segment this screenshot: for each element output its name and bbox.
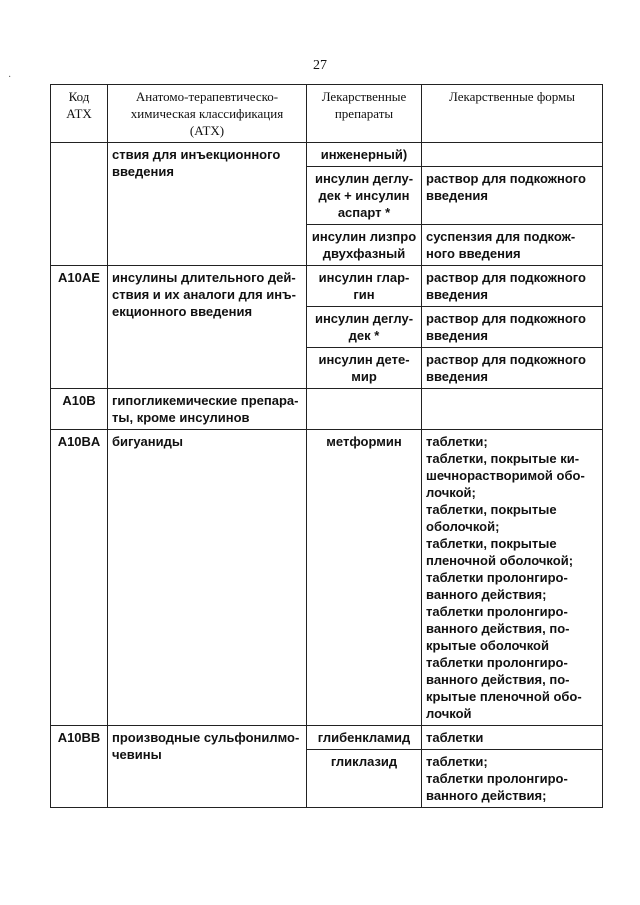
form-cell: таблетки; таблетки пролонгиро- ванного действия; <box>422 750 603 808</box>
header-forms: Лекарственные формы <box>422 85 603 143</box>
form-cell: раствор для подкожного введения <box>422 348 603 389</box>
code-cell: A10BA <box>51 430 108 726</box>
code-cell: A10B <box>51 389 108 430</box>
classification-cell: бигуаниды <box>108 430 307 726</box>
code-cell: A10BB <box>51 726 108 808</box>
classification-cell: гипогликемические препара- ты, кроме инсулинов <box>108 389 307 430</box>
table-row <box>51 389 603 430</box>
form-cell: суспензия для подкож- ного введения <box>422 225 603 266</box>
form-cell: раствор для подкожного введения <box>422 266 603 307</box>
form-cell: таблетки; таблетки, покрытые ки- шечнорастворимой обо- лочкой; таблетки, покрытые оболочкой; таблетки, покрытые пленочной оболочкой; таблетки пролонгиро- ванного действия; таблетки пролонгиро- ванного действия, по- крытые оболочкой таблетки пролонгиро- ванного действия, по- крытые пленочной обо- лочкой <box>422 430 603 726</box>
form-cell: таблетки <box>422 726 603 750</box>
drug-cell: инженерный) <box>307 143 422 167</box>
classification-cell: инсулины длительного дей- ствия и их аналоги для инъ- екционного введения <box>108 266 307 389</box>
drug-cell: инсулин деглу- дек + инсулин аспарт * <box>307 167 422 225</box>
drug-cell: гликлазид <box>307 750 422 808</box>
atx-table <box>50 84 603 808</box>
drug-cell <box>307 389 422 430</box>
header-drugs: Лекарственные препараты <box>307 85 422 143</box>
form-cell <box>422 389 603 430</box>
table-header-row <box>51 85 603 143</box>
table-row <box>51 143 603 167</box>
table-row <box>51 726 603 750</box>
drug-cell: инсулин лизпро двухфазный <box>307 225 422 266</box>
classification-cell: производные сульфонилмо- чевины <box>108 726 307 808</box>
table-row <box>51 266 603 307</box>
scan-mark: · <box>8 72 12 83</box>
form-cell <box>422 143 603 167</box>
form-cell: раствор для подкожного введения <box>422 307 603 348</box>
table-row <box>51 430 603 726</box>
header-classification: Анатомо-терапевтическо- химическая классификация (АТХ) <box>108 85 307 143</box>
form-cell: раствор для подкожного введения <box>422 167 603 225</box>
drug-cell: инсулин дете- мир <box>307 348 422 389</box>
page-number: 27 <box>313 58 327 73</box>
code-cell: A10AE <box>51 266 108 389</box>
drug-cell: инсулин деглу- дек * <box>307 307 422 348</box>
drug-cell: инсулин глар- гин <box>307 266 422 307</box>
classification-cell: ствия для инъекционного введения <box>108 143 307 266</box>
code-cell <box>51 143 108 266</box>
drug-cell: метформин <box>307 430 422 726</box>
drug-cell: глибенкламид <box>307 726 422 750</box>
header-code: Код АТХ <box>51 85 108 143</box>
